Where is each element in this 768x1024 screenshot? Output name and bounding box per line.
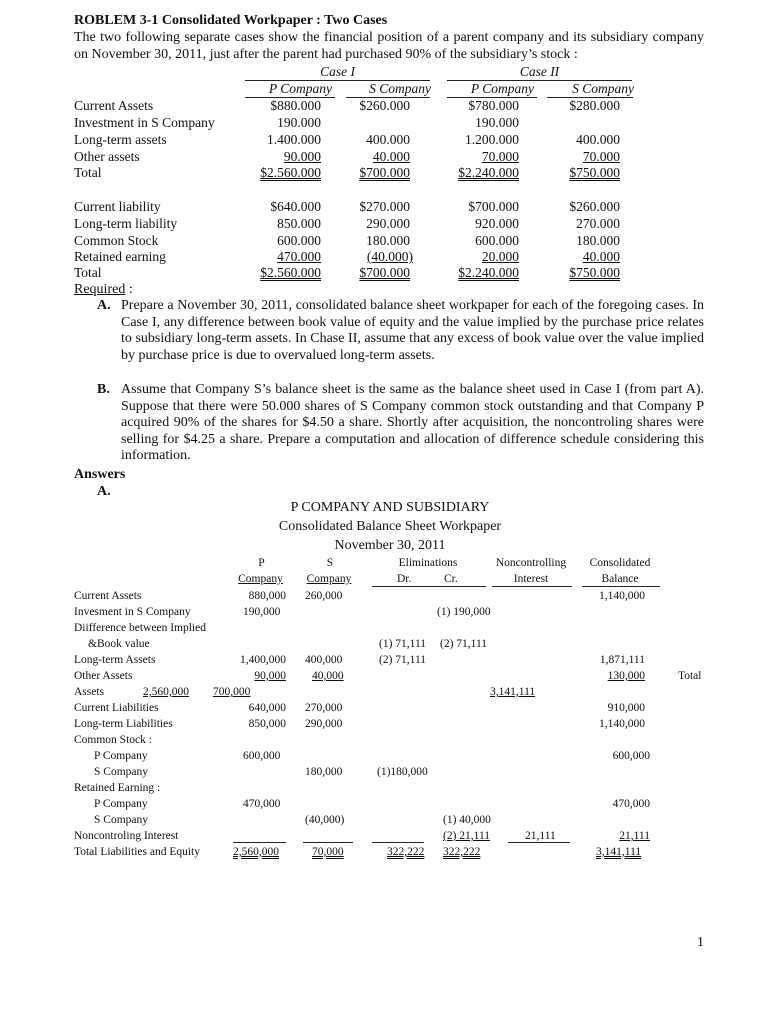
row-label: Long-term liability [74, 216, 178, 231]
cell: $260.000 [569, 199, 620, 214]
cell: $700.000 [468, 199, 519, 214]
wp-cons: 1,140,000 [599, 718, 645, 730]
cell: $750.000 [569, 165, 620, 180]
wp-label: Long-term Assets [74, 654, 156, 666]
case-2-header: Case II [519, 64, 560, 79]
wp-cr: (2) 21,111 [443, 830, 491, 842]
cell: 600.000 [475, 233, 519, 248]
workpaper-title-3: November 30, 2011 [334, 538, 446, 553]
col-header-s-case1: S Company [369, 81, 431, 96]
cell: $2.240.000 [458, 265, 519, 280]
answers-a-marker: A. [97, 484, 111, 499]
wp-dr: (2) 71,111 [379, 654, 427, 666]
wp-s: 700,000 [213, 686, 251, 698]
cell: 190.000 [475, 115, 519, 130]
wp-s: 180,000 [305, 766, 343, 778]
required-colon: : [125, 282, 133, 297]
wp-label: S Company [94, 814, 148, 826]
hdr-cr: Cr. [444, 573, 458, 585]
row-label: Investment in S Company [74, 115, 215, 130]
wp-p: 640,000 [248, 702, 286, 714]
wp-cons: 910,000 [607, 702, 645, 714]
cell: $880.000 [270, 98, 321, 113]
wp-p: 470,000 [243, 798, 281, 810]
cell: $700.000 [359, 165, 410, 180]
required-b-marker: B. [97, 382, 110, 397]
wp-s: (40,000) [305, 814, 345, 826]
wp-p: 880,000 [248, 590, 286, 602]
wp-s: 260,000 [305, 590, 343, 602]
cell: 70.000 [481, 149, 519, 164]
wp-p: 90,000 [254, 670, 286, 682]
wp-label: &Book value [88, 638, 150, 650]
wp-s: 40,000 [312, 670, 344, 682]
row-label: Total [74, 165, 102, 180]
intro-paragraph: The two following separate cases show the financial position of a parent company and its subsidiary company on November 30, 2011, just after the parent had purchased 90% of the subsidiary’s stock : [74, 30, 704, 62]
wp-s: 290,000 [305, 718, 343, 730]
row-label: Long-term assets [74, 132, 167, 147]
cell: $2.240.000 [458, 165, 519, 180]
workpaper-title-1: P COMPANY AND SUBSIDIARY [290, 500, 490, 515]
row-label: Other assets [74, 149, 140, 164]
hdr-eliminations: Eliminations [398, 557, 458, 569]
hdr-cons-1: Consolidated [589, 557, 651, 569]
col-header-s-case2: S Company [572, 81, 634, 96]
hdr-p-company: Company [238, 573, 283, 585]
wp-label: Noncontroling Interest [74, 830, 179, 842]
wp-cons: 1,871,111 [599, 654, 645, 666]
required-heading [74, 283, 133, 297]
cell: $2.560.000 [260, 265, 321, 280]
wp-label: Current Liabilities [74, 702, 159, 714]
cell: $780.000 [468, 98, 519, 113]
wp-label: P Company [94, 750, 148, 762]
cell: $2.560.000 [260, 165, 321, 180]
required-a-marker: A. [97, 298, 111, 313]
cell: 850.000 [277, 216, 321, 231]
cell: 180.000 [576, 233, 620, 248]
wp-label: Retained Earning : [74, 782, 161, 794]
cell: $640.000 [270, 199, 321, 214]
cell: 1.400.000 [267, 132, 321, 147]
wp-s: 70,000 [312, 846, 344, 858]
wp-label: Assets [74, 686, 105, 698]
hdr-nci-rule [492, 586, 572, 587]
workpaper-title-2: Consolidated Balance Sheet Workpaper [278, 519, 502, 534]
wp-label: Diifference between Implied [74, 622, 206, 634]
wp-nci: 21,111 [525, 830, 556, 842]
cell: $700.000 [359, 265, 410, 280]
hdr-cons-rule [582, 586, 660, 587]
row-label: Current liability [74, 199, 161, 214]
cell: 400.000 [366, 132, 410, 147]
hdr-nci-1: Noncontrolling [495, 557, 567, 569]
wp-label: Other Assets [74, 670, 133, 682]
row-label: Retained earning [74, 249, 166, 264]
wp-nci: 3,141,111 [490, 686, 536, 698]
wp-s: 400,000 [305, 654, 343, 666]
cell: 40.000 [582, 249, 620, 264]
wp-label: Invesment in S Company [74, 606, 191, 618]
cell: 470.000 [277, 249, 321, 264]
cell: (40.000) [366, 249, 413, 264]
cell: $750.000 [569, 265, 620, 280]
cell: 290.000 [366, 216, 410, 231]
required-label: Required [74, 282, 126, 297]
wp-rule-dr [372, 842, 424, 843]
wp-cons: 600,000 [612, 750, 650, 762]
wp-p: 2,560,000 [143, 686, 189, 698]
wp-p: 2,560,000 [233, 846, 279, 858]
cell: 1.200.000 [465, 132, 519, 147]
required-b-text: Assume that Company S’s balance sheet is the same as the balance sheet used in Case I (from part A). Suppose that there were 50.000 shares of S Company common stock outstanding and that Company P acquired 90% of the shares for $4.50 a share. Shortly after acquisition, the noncontroling shares were selling for $4.25 a share. Prepare a computation and allocation of difference schedule considering this information. [121, 382, 704, 464]
hdr-s-company: Company [306, 573, 352, 585]
answers-heading: Answers [74, 467, 126, 482]
wp-label: Long-term Liabilities [74, 718, 173, 730]
case-1-header: Case I [320, 64, 355, 79]
wp-label: P Company [94, 798, 148, 810]
wp-cons: 3,141,111 [596, 846, 642, 858]
wp-cons: 470,000 [612, 798, 650, 810]
cell: 270.000 [576, 216, 620, 231]
col-header-p-case2: P Company [470, 81, 534, 96]
cell: $260.000 [359, 98, 410, 113]
cell: 180.000 [366, 233, 410, 248]
row-label: Common Stock [74, 233, 159, 248]
cell: 190.000 [277, 115, 321, 130]
cell: $270.000 [359, 199, 410, 214]
wp-p: 850,000 [248, 718, 286, 730]
row-label: Current Assets [74, 98, 154, 113]
hdr-elim-rule [372, 586, 486, 587]
wp-label: S Company [94, 766, 148, 778]
wp-cons: 21,111 [619, 830, 650, 842]
hdr-s: S [326, 557, 334, 569]
wp-label: Current Assets [74, 590, 142, 602]
wp-s: 270,000 [305, 702, 343, 714]
col-header-p-case1: P Company [268, 81, 332, 96]
wp-rule-p [233, 842, 286, 843]
cell: 600.000 [277, 233, 321, 248]
hdr-p: P [258, 557, 265, 569]
cell: 40.000 [372, 149, 410, 164]
cell: 400.000 [576, 132, 620, 147]
page-number: 1 [697, 935, 704, 950]
wp-p: 1,400,000 [240, 654, 286, 666]
wp-label: Total Liabilities and Equity [74, 846, 200, 858]
hdr-dr: Dr. [397, 573, 412, 585]
wp-cons: 1,140,000 [599, 590, 645, 602]
hdr-nci-2: Interest [513, 573, 549, 585]
hdr-cons-2: Balance [601, 573, 639, 585]
wp-p: 600,000 [243, 750, 281, 762]
page-title: ROBLEM 3-1 Consolidated Workpaper : Two Cases [74, 13, 388, 28]
wp-rule-s [303, 842, 353, 843]
cell: 70.000 [582, 149, 620, 164]
wp-cr: 322,222 [443, 846, 481, 858]
cell: $280.000 [569, 98, 620, 113]
cell: 20.000 [481, 249, 519, 264]
wp-cr: (1) 190,000 [437, 606, 491, 618]
wp-dr: 322,222 [387, 846, 425, 858]
wp-label: Common Stock : [74, 734, 152, 746]
wp-dr: (1)180,000 [377, 766, 428, 778]
wp-p: 190,000 [243, 606, 281, 618]
cell: 920.000 [475, 216, 519, 231]
required-a-text: Prepare a November 30, 2011, consolidated balance sheet workpaper for each of the foregoing cases. In Case I, any difference between book value of equity and the value implied by the purchase price relates to subsidiary long-term assets. In Chase II, assume that any excess of book value over the value implied by purchase price is due to overvalued long-term assets. [121, 298, 704, 363]
wp-total-label: Total [678, 670, 702, 682]
row-label: Total [74, 265, 102, 280]
wp-cr: (2) 71,111 [440, 638, 488, 650]
wp-dr: (1) 71,111 [379, 638, 427, 650]
wp-cons: 130,000 [607, 670, 645, 682]
wp-cr: (1) 40,000 [443, 814, 491, 826]
cell: 90.000 [283, 149, 321, 164]
